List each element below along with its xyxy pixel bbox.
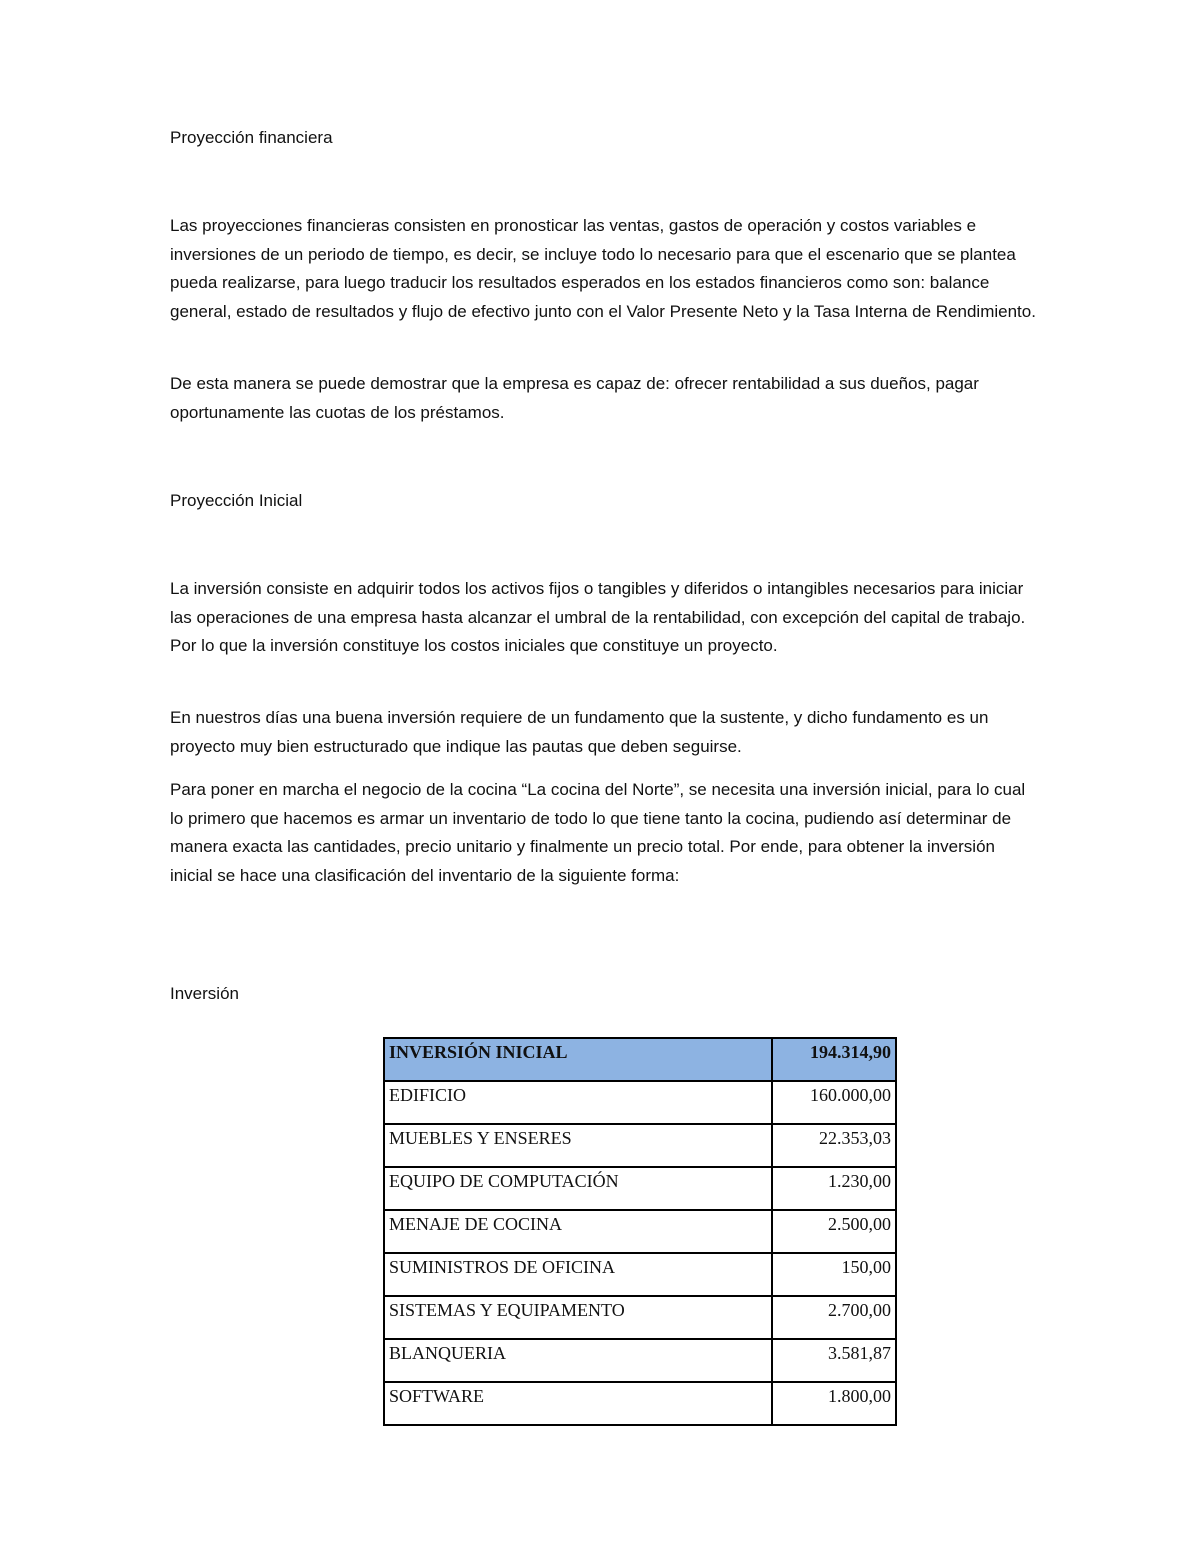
paragraph-buena-inversion: En nuestros días una buena inversión requiere de un fundamento que la sustente, y dicho fundamento es un proyecto muy bien estructurado que indique las pautas que deben seguirse. — [170, 708, 989, 756]
paragraph-inversion-definicion: La inversión consiste en adquirir todos los activos fijos o tangibles y diferidos o intangibles necesarios para iniciar las operaciones de una empresa hasta alcanzar el umbral de la rentabilidad, con excepción del capital de trabajo. Por lo que la inversión constituye los costos iniciales que constituye un proyecto. — [170, 579, 1026, 655]
table-header-row — [384, 1038, 896, 1081]
table-cell-value: 1.230,00 — [772, 1167, 896, 1210]
table-row — [384, 1210, 896, 1253]
table-cell-label: EQUIPO DE COMPUTACIÓN — [384, 1167, 772, 1210]
table-row — [384, 1382, 896, 1425]
table-cell-label: BLANQUERIA — [384, 1339, 772, 1382]
investment-table-container — [383, 1037, 897, 1426]
table-cell-label: MUEBLES Y ENSERES — [384, 1124, 772, 1167]
table-cell-label: SOFTWARE — [384, 1382, 772, 1425]
table-cell-value: 160.000,00 — [772, 1081, 896, 1124]
table-cell-label: SUMINISTROS DE OFICINA — [384, 1253, 772, 1296]
table-row — [384, 1296, 896, 1339]
table-row — [384, 1339, 896, 1382]
table-row — [384, 1167, 896, 1210]
table-cell-label: MENAJE DE COCINA — [384, 1210, 772, 1253]
paragraph-cocina-del-norte: Para poner en marcha el negocio de la cocina “La cocina del Norte”, se necesita una inversión inicial, para lo cual lo primero que hacemos es armar un inventario de todo lo que tiene tanto la cocina, pudiendo así determinar de manera exacta las cantidades, precio unitario y finalmente un precio total. Por ende, para obtener la inversión inicial se hace una clasificación del inventario de la siguiente forma: — [170, 780, 1026, 885]
table-row — [384, 1081, 896, 1124]
table-cell-label: EDIFICIO — [384, 1081, 772, 1124]
table-cell-value: 3.581,87 — [772, 1339, 896, 1382]
table-cell-value: 150,00 — [772, 1253, 896, 1296]
table-row — [384, 1253, 896, 1296]
table-cell-value: 1.800,00 — [772, 1382, 896, 1425]
table-header-total: 194.314,90 — [772, 1038, 896, 1081]
section-title-proyeccion-inicial: Proyección Inicial — [170, 491, 303, 510]
table-cell-value: 2.700,00 — [772, 1296, 896, 1339]
paragraph-proyecciones-financieras: Las proyecciones financieras consisten en pronosticar las ventas, gastos de operación y costos variables e inversiones de un periodo de tiempo, es decir, se incluye todo lo necesario para que el escenario que se plantea pueda realizarse, para luego traducir los resultados esperados en los estados financieros como son: balance general, estado de resultados y flujo de efectivo junto con el Valor Presente Neto y la Tasa Interna de Rendimiento. — [170, 216, 1036, 321]
paragraph-demostrar-rentabilidad: De esta manera se puede demostrar que la empresa es capaz de: ofrecer rentabilidad a sus dueños, pagar oportunamente las cuotas de los préstamos. — [170, 374, 979, 422]
table-row — [384, 1124, 896, 1167]
investment-table — [383, 1037, 897, 1426]
table-cell-value: 2.500,00 — [772, 1210, 896, 1253]
table-cell-label: SISTEMAS Y EQUIPAMENTO — [384, 1296, 772, 1339]
table-cell-value: 22.353,03 — [772, 1124, 896, 1167]
section-title-proyeccion-financiera: Proyección financiera — [170, 128, 333, 147]
table-header-label: INVERSIÓN INICIAL — [384, 1038, 772, 1081]
section-title-inversion: Inversión — [170, 984, 239, 1003]
